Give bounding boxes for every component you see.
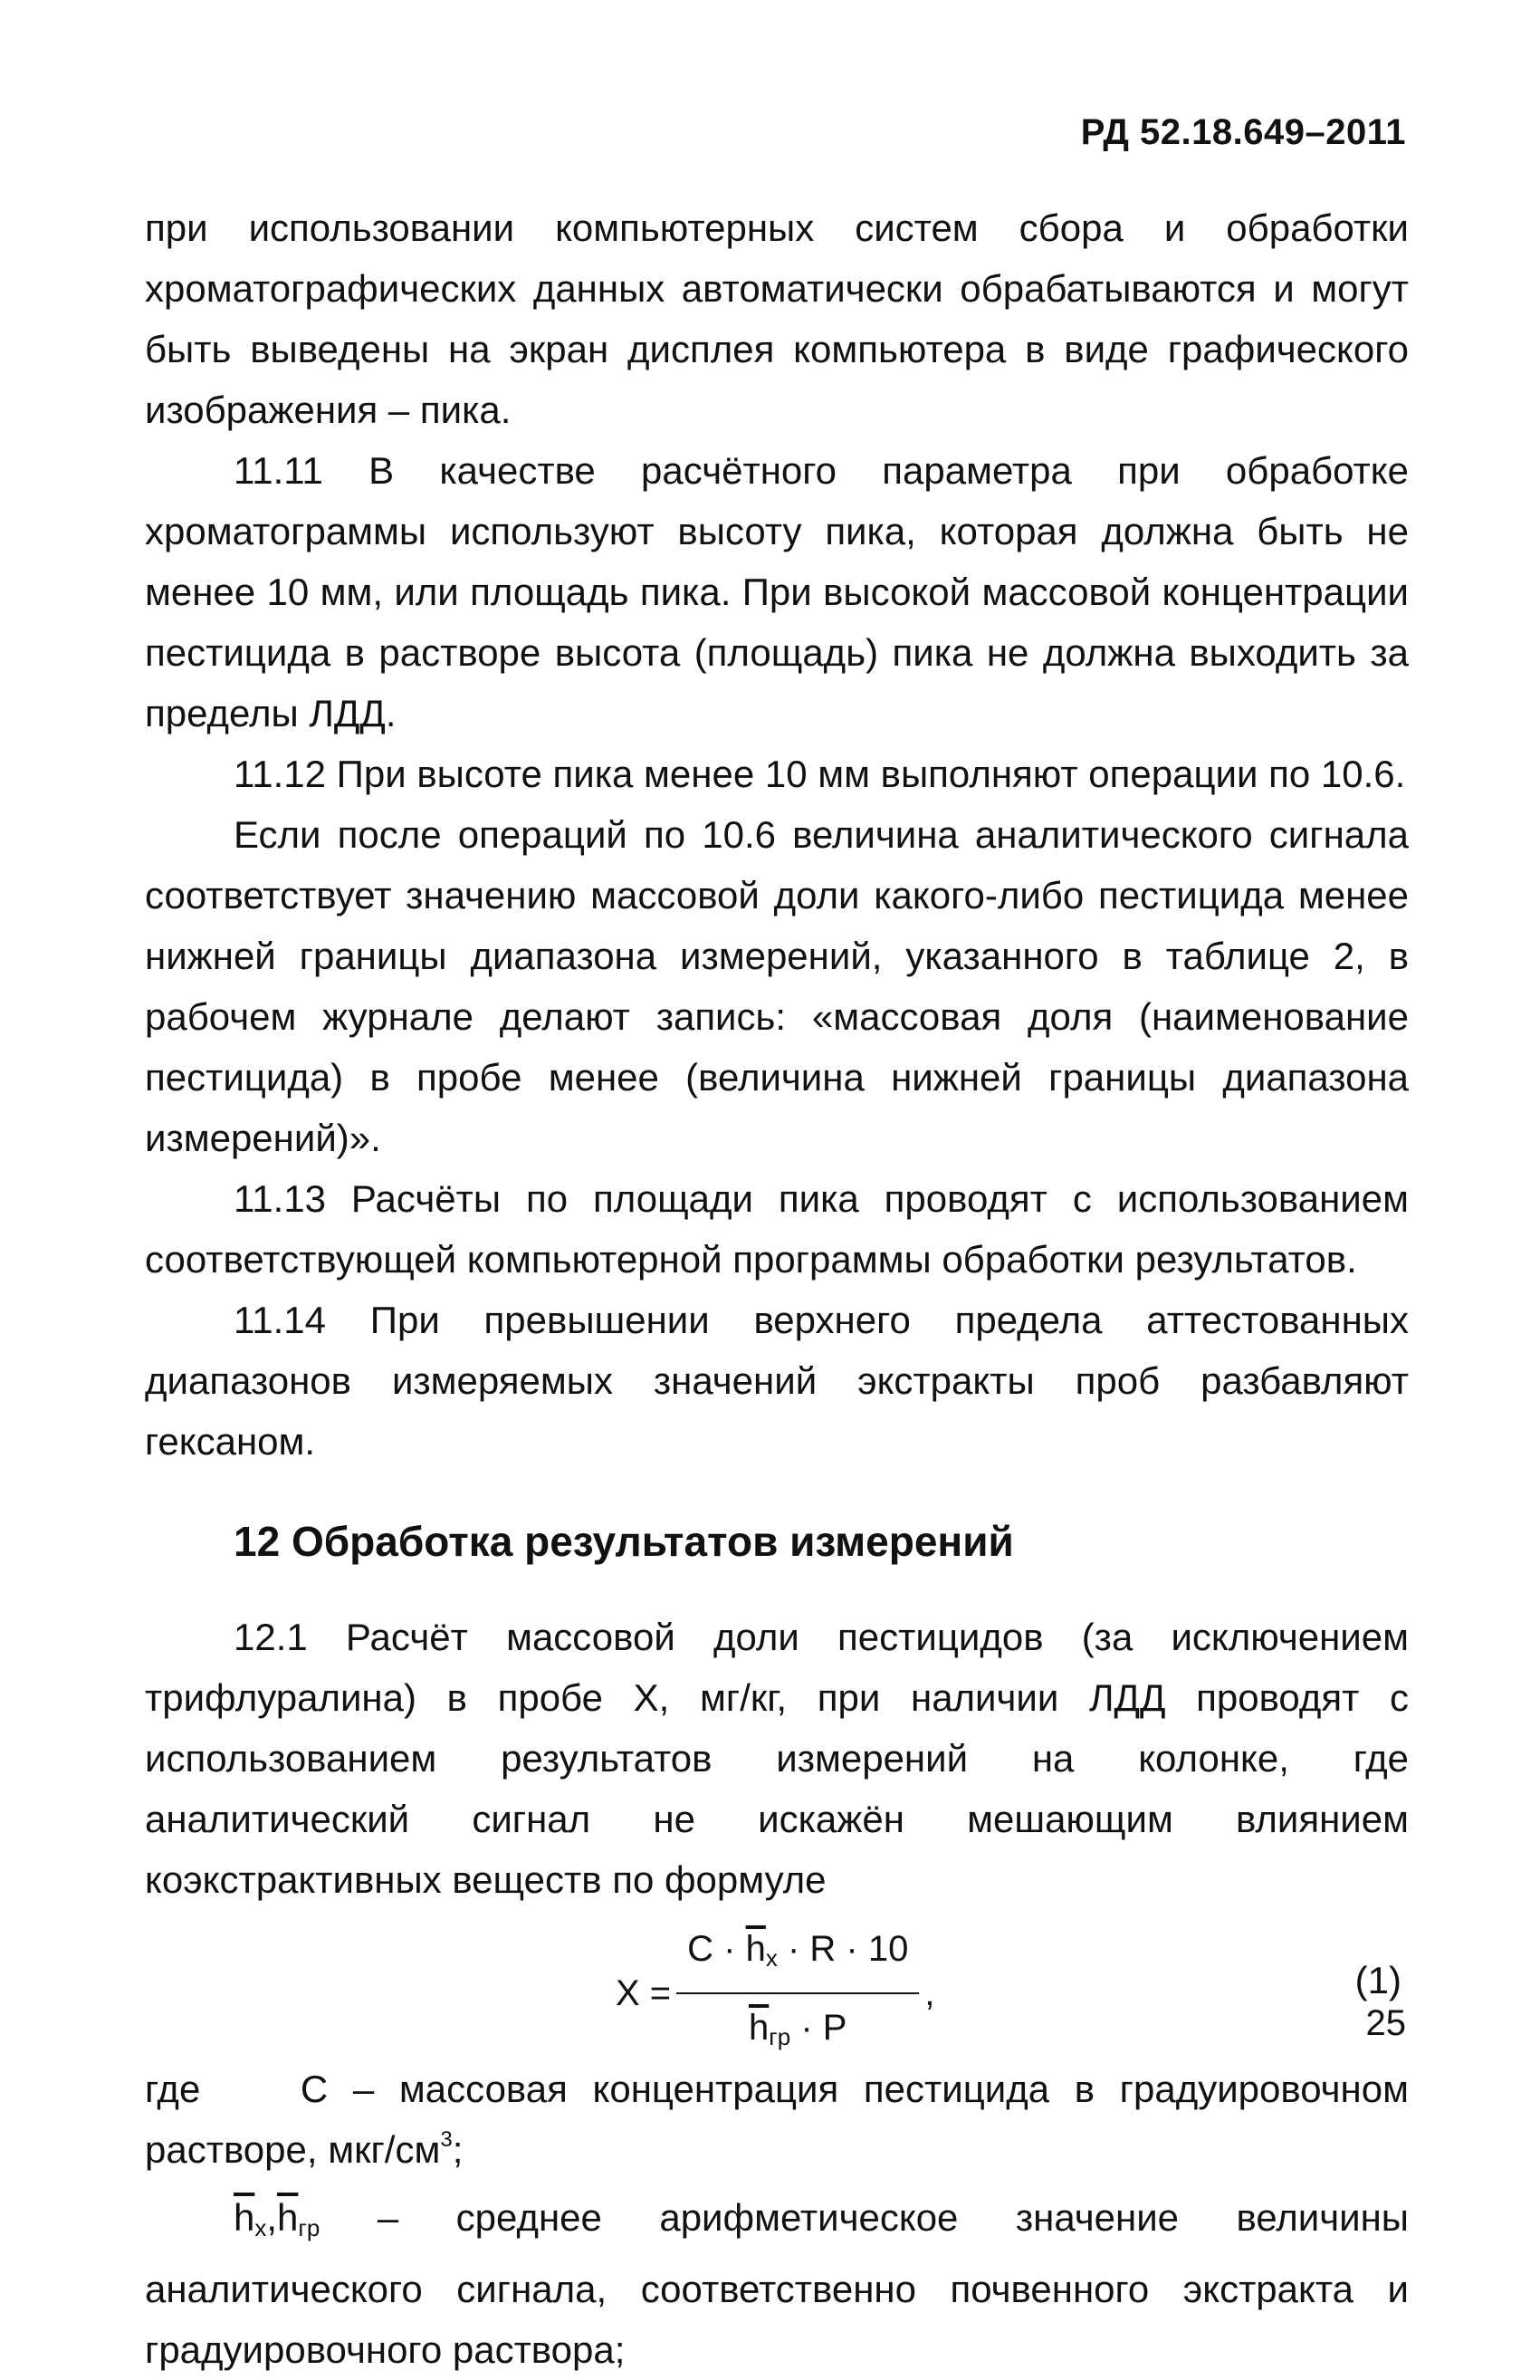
paragraph-if-after: Если после операций по 10.6 величина аналитического сигнала соответствует значению массовой доли какого-либо пестицида менее нижней границы диапазона измерений, указанного в таблице 2, в рабочем журнале делают запись: «массовая доля (наименование пестицида) в пробе менее (величина нижней границы диапазона измерений)». (145, 813, 1409, 1159)
page-number: 25 (1365, 2003, 1406, 2043)
paragraph-11-14: 11.14 При превышении верхнего предела аттестованных диапазонов измеряемых значений экстракты проб разбавляют гексаном. (145, 1299, 1409, 1463)
body-text (145, 197, 1409, 2380)
equation-number: (1) (1354, 1959, 1401, 2001)
section-heading: 12 Обработка результатов измерений (234, 1518, 1014, 1565)
paragraph-continuation: при использовании компьютерных систем сбора и обработки хроматографических данных автоматически обрабатываются и могут быть выведены на экран дисплея компьютера в виде графического изображения – пика. (145, 206, 1409, 431)
paragraph-11-12: 11.12 При высоте пика менее 10 мм выполняют операции по 10.6. (234, 753, 1406, 795)
formula-comma: , (924, 1972, 935, 2013)
document-code: РД 52.18.649–2011 (1080, 112, 1406, 152)
definition-c: где C – массовая концентрация пестицида в градуировочном растворе, мкг/$см^3$; (145, 2068, 1409, 2171)
formula-1 (616, 1919, 934, 2068)
paragraph-11-11: 11.11 В качестве расчётного параметра при обработке хроматограммы используют высоту пика, которая должна быть не менее 10 мм, или площадь пика. При высокой массовой концентрации пестицида в растворе высота (площадь) пика не должна выходить за пределы ЛДД. (145, 449, 1409, 734)
paragraph-11-13: 11.13 Расчёты по площади пика проводят с использованием соответствующей компьютерной программы обработки результатов. (145, 1177, 1409, 1281)
paragraph-12-1: 12.1 Расчёт массовой доли пестицидов (за исключением трифлуралина) в пробе X, мг/кг, при наличии ЛДД проводят с использованием результатов измерений на колонке, где аналитический сигнал не искажён мешающим влиянием коэкстрактивных веществ по формуле (145, 1616, 1409, 1901)
formula-block (145, 1914, 1409, 2049)
formula-lhs: X = (616, 1972, 672, 2013)
formula-numerator: $C \cdot \overline{h}_x \cdot R \cdot 10$ (676, 1919, 919, 1994)
definition-h: $\overline{h}_x,\overline{h}_{гр}$ – среднее арифметическое значение величины аналитического сигнала, соответственно почвенного экстракта и градуировочного раствора; (145, 2196, 1409, 2371)
formula-fraction (676, 1919, 919, 2068)
formula-denominator: $\overline{h}_{гр} \cdot P$ (749, 2008, 847, 2050)
